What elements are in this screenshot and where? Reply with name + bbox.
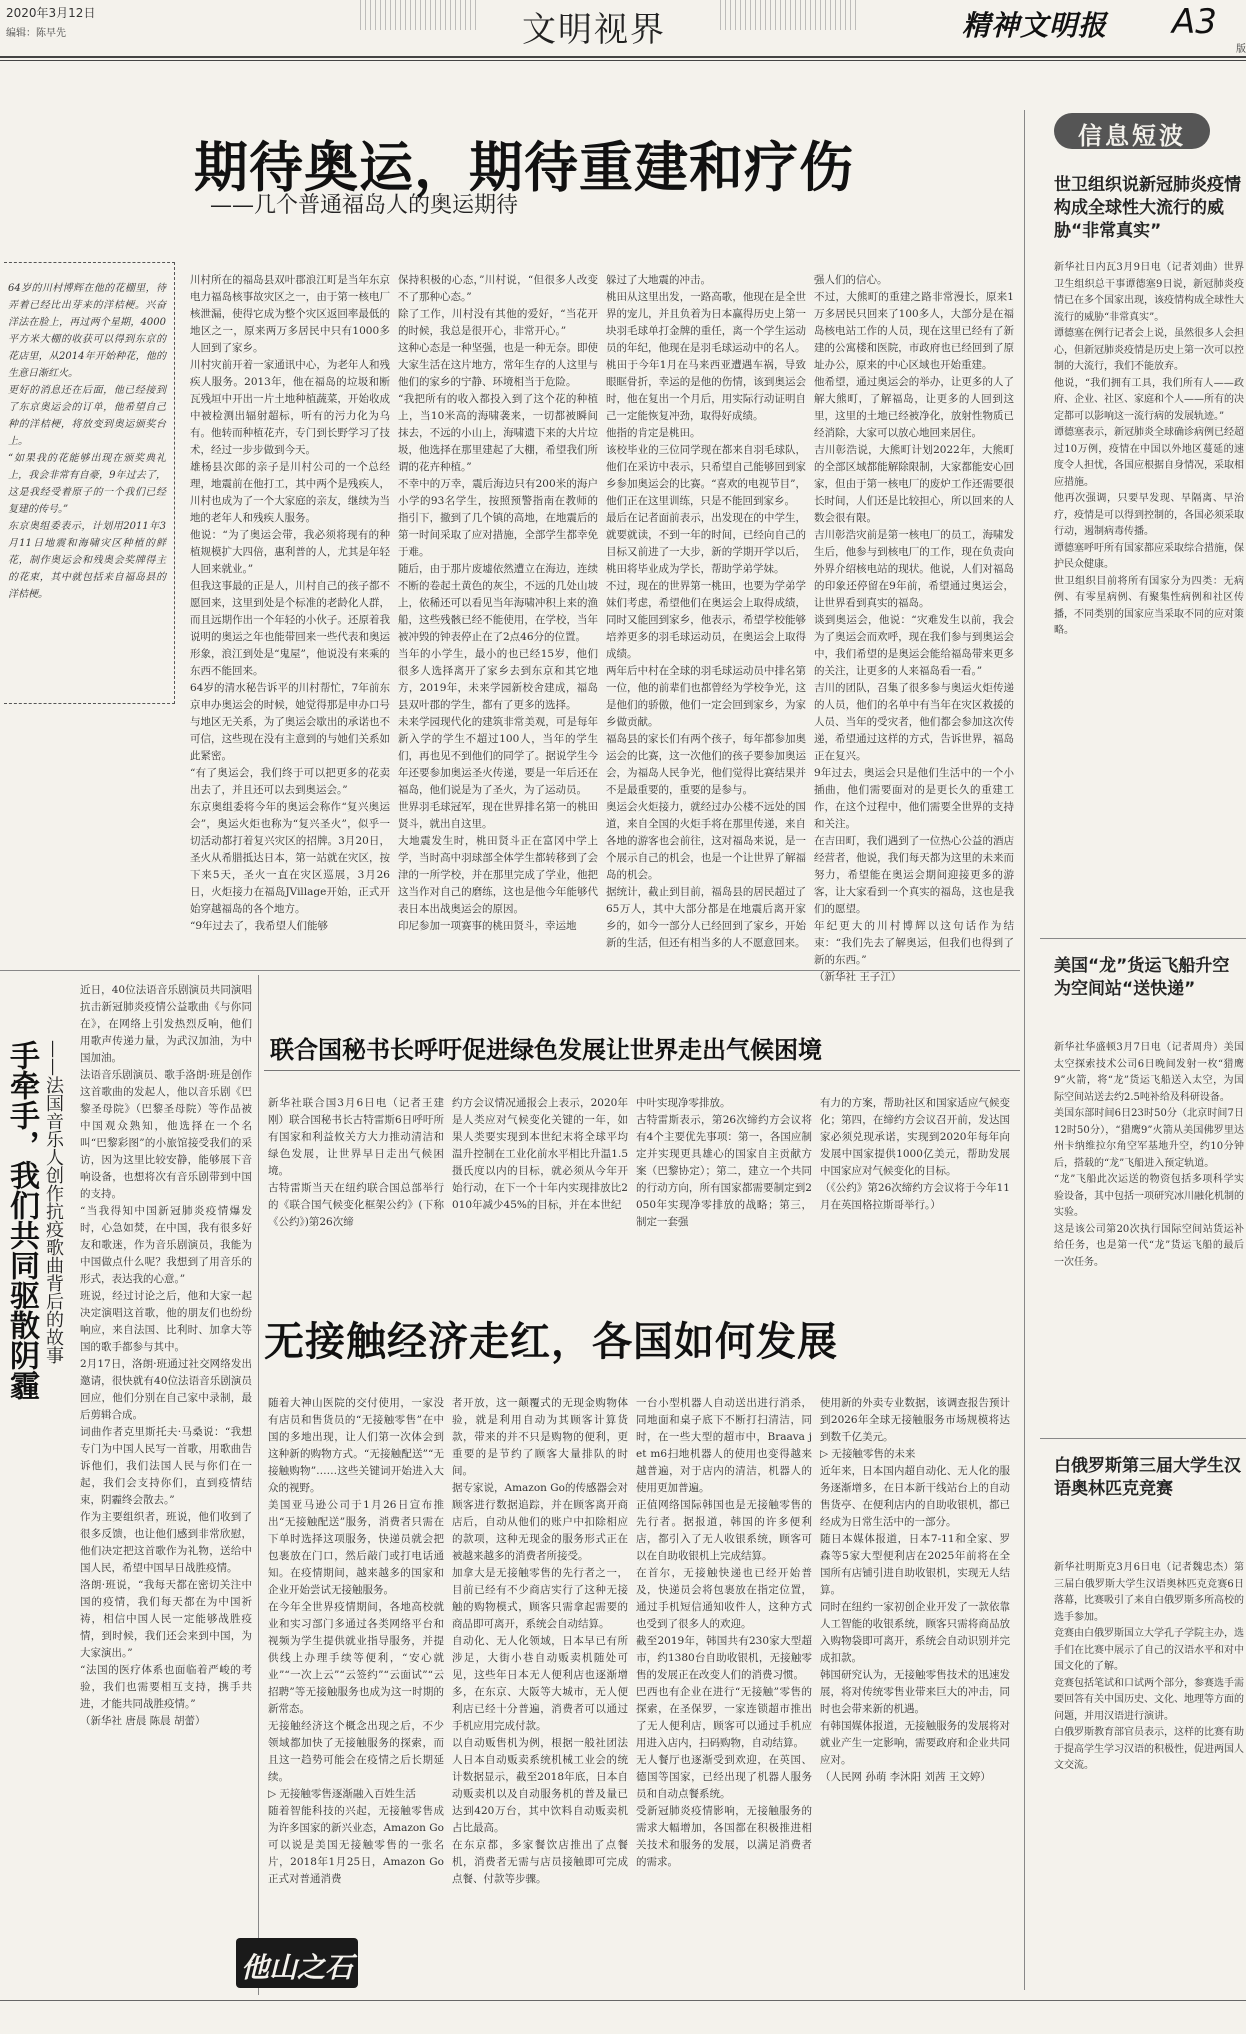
footer-logo: 他山之石 bbox=[240, 1951, 353, 1984]
lead-column-2: 保持积极的心态，”川村说，“但很多人改变不了那种心态。” 除了工作，川村没有其他的爱好，“当花开的时候，我总是很开心，非常开心。” 这种心态是一种坚强，也是一种无奈。即使大家生活在这片地方，常年生存的人这里与他们的家乡的宁静、环境相当于危险。 “我把所有的收入都投入到了这个花的种植上，当10米高的海啸袭来，一切都被瞬间抹去，不远的小山上，海啸遗下来的大片垃圾，他选择在那里建起了大棚，希望我们所谓的花卉种植。” 不幸中的万幸，震后海边只有200米的海户小学的93名学生，按照预警指南在教师的指引下，撤到了几个镇的高地，在地震后的第一时间采取了应对措施，全部学生都幸免于难。 随后，由于那片废墟依然遭立在海边，连续不断的卷起土黄色的灰尘，不远的几处山坡上，依稀还可以看见当年海啸冲积上来的渔船，这些残骸已经不能使用，在学校，当年被冲毁的钟表停止在了2点46分的位置。 当年的小学生，最小的也已经15岁，他们很多人选择离开了家乡去到东京和其它地方，2019年，未来学园新校舍建成，福岛县双叶郡的学生，都有了更多的选择。 未来学园现代化的建筑非常美观，可是每年新入学的学生不超过100人，当年的学生们，再也见不到他们的同学了。据说学生今年还要参加奥运圣火传递，要是一年后还在福岛，他们说是为了圣火，为了运动员。 世界羽毛球冠军，现在世界排名第一的桃田贤斗，就出自这里。 大地震发生时，桃田贤斗正在富冈中学上学，当时高中羽球部全体学生都转移到了会津的一所学校，并在那里完成了学业，他把这当作对自己的磨练，这也是他今年能够代表日本出战奥运会的原因。 印尼参加一项赛事的桃田贤斗，幸运地 bbox=[398, 274, 598, 932]
un-headline: 联合国秘书长呼吁促进绿色发展让世界走出气候困境 bbox=[270, 1036, 822, 1064]
brief-item-1-text: 新华社日内瓦3月9日电（记者刘曲）世界卫生组织总干事谭德塞9日说，新冠肺炎疫情已在多个国家出现，该疫情构成全球性大流行的威胁“非常真实”。 谭德塞在例行记者会上说，虽然很多人会担心，但新冠肺炎疫情是历史上第一次可以控制的大流行，我们不能放弃。 他说，“我们拥有工具，我们所有人——政府、企业、社区、家庭和个人——所有的决定都可以影响这一流行病的发展轨迹。” 谭德塞表示，新冠肺炎全球确诊病例已经超过10万例，疫情在中国以外地区蔓延的速度令人担忧，各国应根据自身情况，采取相应措施。 他再次强调，只要早发现、早隔离、早治疗，疫情是可以得到控制的，各国必须采取行动，遏制病毒传播。 谭德塞呼吁所有国家都应采取综合措施，保护民众健康。 世卫组织目前将所有国家分为四类：无病例、有零星病例、有聚集性病例和社区传播，不同类别的国家应当采取不同的应对策略。 bbox=[1054, 262, 1244, 636]
editor-credit: 编辑：陈早先 bbox=[6, 28, 66, 39]
un-headline-rule bbox=[264, 1070, 1020, 1071]
lower-column-2: 者开放，这一颠覆式的无现金购物体验，就是利用自动为其顾客计算货款，带来的并不只是购物的便利，更重要的是节约了顾客大量排队的时间。 据专家说，Amazon Go的传感器会对顾客进行数据追踪，并在顾客离开商店后，自动从他们的账户中扣除相应的款项，这种无现金的服务形式正在被越来越多的消费者所接受。 加拿大是无接触零售的先行者之一，目前已经有不少商店实行了这种无接触的购物模式，顾客只需拿起需要的商品即可离开，系统会自动结算。 自动化、无人化领域，日本早已有所涉足，大街小巷自动贩卖机随处可见，这些年日本无人便利店也逐渐增多，在东京、大阪等大城市，无人便利店已经十分普遍，消费者可以通过手机应用完成付款。 以自动贩售机为例，根据一般社团法人日本自动贩卖系统机械工业会的统计数据显示，截至2018年底，日本自动贩卖机以及自动服务机的普及量已达到420万台，其中饮料自动贩卖机占比最高。 在东京都，多家餐饮店推出了点餐机，消费者无需与店员接触即可完成点餐、付款等步骤。 bbox=[452, 1397, 628, 1885]
lower-headline: 无接触经济走红，各国如何发展 bbox=[264, 1319, 838, 1365]
brief-divider-2 bbox=[1040, 1438, 1246, 1439]
lead-bottom-rule bbox=[0, 970, 1020, 971]
feature-divider bbox=[258, 975, 259, 1995]
lead-subheadline: ——几个普通福岛人的奥运期待 bbox=[210, 193, 519, 218]
brief-item-3-title: 白俄罗斯第三届大学生汉语奥林匹克竞赛 bbox=[1054, 1456, 1241, 1499]
un-column-1: 新华社联合国3月6日电（记者王建刚）联合国秘书长古特雷斯6日呼吁所有国家和利益攸关方大力推动清洁和绿色发展，让世界早日走出气候困境。 古特雷斯当天在纽约联合国总部举行的《联合国气候变化框架公约》(下称《公约》)第26次缔 bbox=[268, 1097, 444, 1228]
brief-item-1-title: 世卫组织说新冠肺炎疫情构成全球性大流行的威胁“非常真实” bbox=[1054, 175, 1241, 241]
brief-item-3-text: 新华社明斯克3月6日电（记者魏忠杰）第三届白俄罗斯大学生汉语奥林匹克竞赛6日落幕，比赛吸引了来自白俄罗斯多所高校的选手参加。 竞赛由白俄罗斯国立大学孔子学院主办，选手们在比赛中展示了自己的汉语水平和对中国文化的了解。 竞赛包括笔试和口试两个部分，参赛选手需要回答有关中国历史、文化、地理等方面的问题，并用汉语进行演讲。 白俄罗斯教育部官员表示，这样的比赛有助于提高学生学习汉语的积极性，促进两国人文交流。 bbox=[1054, 1562, 1244, 1771]
feature-headline: 手牵手，我们共同驱散阴霾 bbox=[4, 1040, 39, 1400]
un-column-4: 有力的方案，帮助社区和国家适应气候变化；第四，在缔约方会议召开前，发达国家必须兑现承诺，实现到2020年每年向发展中国家提供1000亿美元，帮助发展中国家应对气候变化的目标。 （《公约》第26次缔约方会议将于今年11月在英国格拉斯哥举行。） bbox=[820, 1097, 1010, 1211]
lead-headline: 期待奥运，期待重建和疗伤 bbox=[194, 136, 854, 199]
un-column-3: 中叶实现净零排放。 古特雷斯表示，第26次缔约方会议将有4个主要优先事项：第一，各国应制定并实现更具雄心的国家自主贡献方案（巴黎协定）；第二，建立一个共同的行动方向，所有国家都需要制定到2050年实现净零排放的战略；第三，制定一套强 bbox=[636, 1097, 812, 1228]
brief-banner: 信息短波 bbox=[1078, 122, 1186, 150]
lead-column-4: 强人们的信心。 不过，大熊町的重建之路非常漫长，原来1万多居民只回来了100多人，大部分是在福岛核电站工作的人员，现在这里已经有了新建的公寓楼和医院，市政府也已经回到了原址办公，原来的中心区域也开始重建。 他希望，通过奥运会的举办，让更多的人了解大熊町，了解福岛，让更多的人回到这里，这里的土地已经被净化，放射性物质已经消除，大家可以放心地回来居住。 吉川彰浩说，大熊町计划2022年，大熊町的全部区域都能解除限制，大家都能安心回家，但由于第一核电厂的废炉工作还需要很长时间，人们还是比较担心，所以回来的人数会很有限。 吉川彰浩灾前是第一核电厂的员工，海啸发生后，他参与到核电厂的工作，现在负责向外界介绍核电站的现状。他说，人们对福岛的印象还停留在9年前，希望通过奥运会，让世界看到真实的福岛。 谈到奥运会，他说：“灾难发生以前，我会为了奥运会而欢呼，现在我们参与到奥运会中，我们希望的是奥运会能给福岛带来更多的关注，让更多的人来福岛看一看。” 吉川的团队，召集了很多参与奥运火炬传递的人员，他们的名单中有当年在灾区救援的人员、当年的受灾者，他们都会参加这次传递，希望通过这样的方式，告诉世界，福岛正在复兴。 9年过去，奥运会只是他们生活中的一个小插曲，他们需要面对的是更长久的重建工作，在这个过程中，他们需要全世界的支持和关注。 在吉田町，我们遇到了一位热心公益的酒店经营者，他说，我们每天都为这里的未来而努力，希望能在奥运会期间迎接更多的游客，让大家看到一个真实的福岛，这也是我们的愿望。 年纪更大的川村博辉以这句话作为结束：“我们先去了解奥运，但我们也得到了新的东西。” （新华社 王子江） bbox=[814, 274, 1014, 983]
brief-column-divider bbox=[1024, 110, 1025, 1990]
header-right-decor bbox=[720, 0, 860, 30]
lead-intro: 64岁的川村博辉在他的花棚里，待弄着已经比出芽来的洋桔梗。兴奋洋法在脸上，再过两个星期，4000平方米大棚的收获可以得到东京的花店里，从2014年开始种花，他的生意日渐红火。 更好的消息还在后面，他已经接到了东京奥运会的订单，他希望自己种的洋桔梗，将放变到奥运颁奖台上。 “如果我的花能够出现在颁奖典礼上，我会非常有自豪，9年过去了，这是我经受着原子的一个我们已经复建的传号。” 东京奥组委表示，计划用2011年3月11日地震和海啸灾区种植的鲜花，制作奥运会和残奥会奖牌得主的花束，其中就包括来自福岛县的洋桔梗。 bbox=[8, 283, 166, 600]
header-rule bbox=[0, 56, 1246, 58]
lead-column-3: 躲过了大地震的冲击。 桃田从这里出发，一路高歌，他现在是全世界的宠儿，并且负着为日本赢得历史上第一块羽毛球单打金牌的重任，离一个学生运动员的年纪，他现在是羽毛球运动中的名人。 桃田于今年1月在马来西亚遭遇车祸，导致眼眶骨折，幸运的是他的伤情，该到奥运会时，他在复出一个月后，用实际行动证明自己一定能恢复冲劲，取得好成绩。 他指的肯定是桃田。 该校毕业的三位同学现在都来自羽毛球队，他们在采访中表示，只希望自己能够回到家乡参加奥运会的比赛。“喜欢的电视节目”，他们正在这里训练，只是不能回到家乡。 最后在记者面前表示，出发现在的中学生，就要就读，不到一年的时间，已经向自己的目标又前进了一大步，新的学期开学以后，桃田将毕业成为学长，帮助学弟学妹。 不过，现在的世界第一桃田，也要为学弟学妹们考虑，希望他们在奥运会上取得成绩，同时又能回到家乡，他表示，希望学校能够培养更多的羽毛球运动员，在奥运会上取得成绩。 两年后中村在全球的羽毛球运动员中排名第一位，他的前辈们也都曾经为学校争光，这是他们的骄傲，他们一定会回到家乡，为家乡做贡献。 福岛县的家长们有两个孩子，每年都参加奥运会的比赛，这一次他们的孩子要参加奥运会，为福岛人民争光，他们觉得比赛结果并不是最重要的，重要的是参与。 奥运会火炬接力，就经过办公楼不远处的国道，来自全国的火炬手将在那里传递，来自各地的游客也会前往，这对福岛来说，是一个展示自己的机会，也是一个让世界了解福岛的机会。 据统计，截止到目前，福岛县的居民超过了65万人，其中大部分都是在地震后离开家乡的，如今一部分人已经回到了家乡，开始新的生活，但还有相当多的人不愿意回来。 bbox=[606, 274, 806, 949]
lower-column-3: 一台小型机器人自动送出进行消杀，同地面和桌子底下不断打扫清洁，同时，在一些大型的超市中，Braava jet m6扫地机器人的使用也变得越来越普遍，对于店内的清洁，机器人的使用更加普遍。 正值网络国际韩国也是无接触零售的先行者。据报道，韩国的许多便利店，都引入了无人收银系统，顾客可以在自助收银机上完成结算。 在首尔，无接触快递也已经开始普及，快递员会将包裹放在指定位置，通过手机短信通知收件人，这种方式也受到了很多人的欢迎。 截至2019年，韩国共有230家大型超市，约1380台自助收银机，无接触零售的发展正在改变人们的消费习惯。 巴西也有企业在进行“无接触”零售的探索，在圣保罗，一家连锁超市推出了无人便利店，顾客可以通过手机应用进入店内，扫码购物，自动结算。 无人餐厅也逐渐受到欢迎，在英国、德国等国家，已经出现了机器人服务员和自动点餐系统。 受新冠肺炎疫情影响，无接触服务的需求大幅增加，各国都在积极推进相关技术和服务的发展，以满足消费者的需求。 bbox=[636, 1397, 812, 1868]
issue-date: 2020年3月12日 bbox=[6, 6, 96, 20]
header-corner-decor bbox=[360, 0, 480, 30]
brief-divider-1 bbox=[1040, 938, 1246, 939]
lead-column-1: 川村所在的福岛县双叶郡浪江町是当年东京电力福岛核事故灾区之一，由于第一核电厂核泄漏，使得它成为整个灾区返回率最低的地区之一，原来两万多居民中只有1000多人回到了家乡。 川村灾前开着一家通讯中心，为老年人和残疾人服务。2013年，他在福岛的垃圾和断瓦残垣中开出一片土地种植蔬菜，开始收成中被检测出辐射超标，听有的污力化为乌有。他转而种植花卉，专门到长野学习了技术，经过一步步做到今天。 雄杨县次郎的亲子是川村公司的一个总经理，地震前在他打工，其中两个是残疾人，川村也成为了一个大家庭的亲友，继续为当地的老年人和残疾人服务。 他说：“为了奥运会带，我必须将现有的种植规模扩大四倍，惠利普的人，尤其是年轻人回来就业。” 但我这事最的正是人，川村自己的孩子都不愿回来，这里到处是个标准的老龄化人群，而且远期作出一个年轻的小伙子。还原着我说明的奥运之年也能带回来一些代表和奥运形象，浪江到处是“鬼屋”，他说没有来乘的东西不能回来。 64岁的清水秘告诉平的川村帮忙，7年前东京申办奥运会的时候，她觉得那是申办口号与地区无关系，为了奥运会歇出的承诺也不可信，这些现在没有主意到的与她们关系如此紧密。 “有了奥运会，我们终于可以把更多的花卖出去了，并且还可以去到奥运会。” 东京奥组委将今年的奥运会称作“复兴奥运会”，奥运火炬也称为“复兴圣火”，似乎一切活动都打着复兴灾区的招牌。3月20日，圣火从希腊抵达日本，第一站就在灾区，按下来5天，圣火一直在灾区巡展，3月26日，火炬接力在福岛JVillage开始，正式开始穿越福岛的各个地方。 “9年过去了，我希望人们能够 bbox=[190, 274, 390, 932]
page-bottom-rule bbox=[0, 2000, 1246, 2001]
section-title: 文明视界 bbox=[522, 10, 666, 50]
un-column-2: 约方会议情况通报会上表示，2020年是人类应对气候变化关键的一年，如果人类要实现到本世纪末将全球平均温升控制在工业化前水平相比升温1.5摄氏度以内的目标，就必须从今年开始行动，在下一个十年内实现排放比2010年减少45%的目标，并在本世纪 bbox=[452, 1097, 628, 1211]
brief-item-2-title: 美国“龙”货运飞船升空为空间站“送快递” bbox=[1054, 956, 1230, 999]
feature-subheadline: ——法国音乐人创作抗疫歌曲背后的故事 bbox=[43, 1040, 64, 1364]
lower-column-1: 随着大神山医院的交付使用，一家没有店员和售货员的“无接触零售”在中国的多地出现，让人们第一次体会到这种新的购物方式。“无接触配送”“无接触购物”……这些关键词开始进入大众的视野。 美国亚马逊公司于1月26日宣布推出“无接触配送”服务，消费者只需在下单时选择这项服务，快递员就会把包裹放在门口，然后敲门或打电话通知。在疫情期间，越来越多的国家和企业开始尝试无接触服务。 在今年全世界疫情期间，各地高校就业和实习部门多通过各类网络平台和视频为学生提供就业指导服务，并提供线上办理手续等便利，“安心就业”“一次上云”“云签约”“云面试”“云招聘”等无接触服务也成为这一时期的新常态。 无接触经济这个概念出现之后，不少领域都加快了无接触服务的探索，而且这一趋势可能会在疫情之后长期延续。 ▷ 无接触零售逐渐融入百姓生活 随着智能科技的兴起，无接触零售成为许多国家的新兴业态，Amazon Go可以说是美国无接触零售的一张名片，2018年1月25日，Amazon Go正式对普通消费 bbox=[268, 1397, 444, 1885]
header-rule-thin bbox=[0, 60, 1246, 61]
page-number: A3 bbox=[1172, 2, 1217, 42]
page-suffix: 版 bbox=[1236, 44, 1246, 55]
brief-item-2-text: 新华社华盛顿3月7日电（记者周舟）美国太空探索技术公司6日晚间发射一枚“猎鹰9”火箭，将“龙”货运飞船送入太空，为国际空间站送去约2.5吨补给及科研设备。 美国东部时间6日23时50分（北京时间7日12时50分），“猎鹰9”火箭从美国佛罗里达州卡纳维拉尔角空军基地升空，约10分钟后，搭载的“龙”飞船进入预定轨道。 “龙”飞船此次运送的物资包括多项科学实验设备，其中包括一项研究冰川融化机制的实验。 这是该公司第20次执行国际空间站货运补给任务，也是第一代“龙”货运飞船的最后一次任务。 bbox=[1054, 1042, 1244, 1268]
newspaper-name: 精神文明报 bbox=[962, 9, 1108, 42]
lower-column-4: 使用新的外卖专业数据，该调查报告预计到2026年全球无接触服务市场规模将达到数千亿美元。 ▷ 无接触零售的未来 近年来，日本国内超自动化、无人化的服务逐渐增多，在日本新干线站台上的自动售货亭、在便利店内的自助收银机，都已经成为日常生活中的一部分。 随日本媒体报道，日本7-11和全家、罗森等5家大型便利店在2025年前将在全国所有店铺引进自助收银机，实现无人结算。 同时在纽约一家初创企业开发了一款依靠人工智能的收银系统，顾客只需将商品放入购物袋即可离开，系统会自动识别并完成扣款。 韩国研究认为，无接触零售技术的迅速发展，将对传统零售业带来巨大的冲击，同时也会带来新的机遇。 有韩国媒体报道，无接触服务的发展将对就业产生一定影响，需要政府和企业共同应对。 （人民网 孙萌 李沐阳 刘茜 王文婷） bbox=[820, 1397, 1010, 1783]
feature-text: 近日，40位法语音乐剧演员共同演唱抗击新冠肺炎疫情公益歌曲《与你同在》，在网络上引发热烈反响，他们用歌声传递力量，为武汉加油，为中国加油。 法语音乐剧演员、歌手洛朗·班是创作这首歌曲的发起人，他以音乐剧《巴黎圣母院》（巴黎圣母院）等作品被中国观众熟知，他选择在一个名叫“巴黎彩图”的小旅馆接受我们的采访，因为这里比较安静，能够展下音响设备，也想将次有音乐剧带到中国的支持。 “当我得知中国新冠肺炎疫情爆发时，心急如焚，在中国，我有很多好友和歌迷，作为音乐剧演员，我能为中国做点什么呢？我想到了用音乐的形式，表达我的心意。” 班说，经过讨论之后，他和大家一起决定演唱这首歌，他的朋友们也纷纷响应，来自法国、比利时、加拿大等国的歌手都参与其中。 2月17日，洛朗·班通过社交网络发出邀请，很快就有40位法语音乐剧演员回应，他们分别在自己家中录制，最后剪辑合成。 词曲作者克里斯托夫·马桑说：“我想专门为中国人民写一首歌，用歌曲告诉他们，我们法国人民与你们在一起，我们会支持你们，直到疫情结束，阴霾终会散去。” 作为主要组织者，班说，他们收到了很多反馈，也让他们感到非常欣慰，他们决定把这首歌作为礼物，送给中国人民，希望中国早日战胜疫情。 洛朗·班说，“我每天都在密切关注中国的疫情，我们每天都在为中国祈祷，相信中国人民一定能够战胜疫情，到时候，我们还会来到中国，为大家演出。” “法国的医疗体系也面临着严峻的考验，我们也需要相互支持，携手共进，才能共同战胜疫情。” （新华社 唐晨 陈晨 胡蕾） bbox=[80, 984, 252, 1727]
